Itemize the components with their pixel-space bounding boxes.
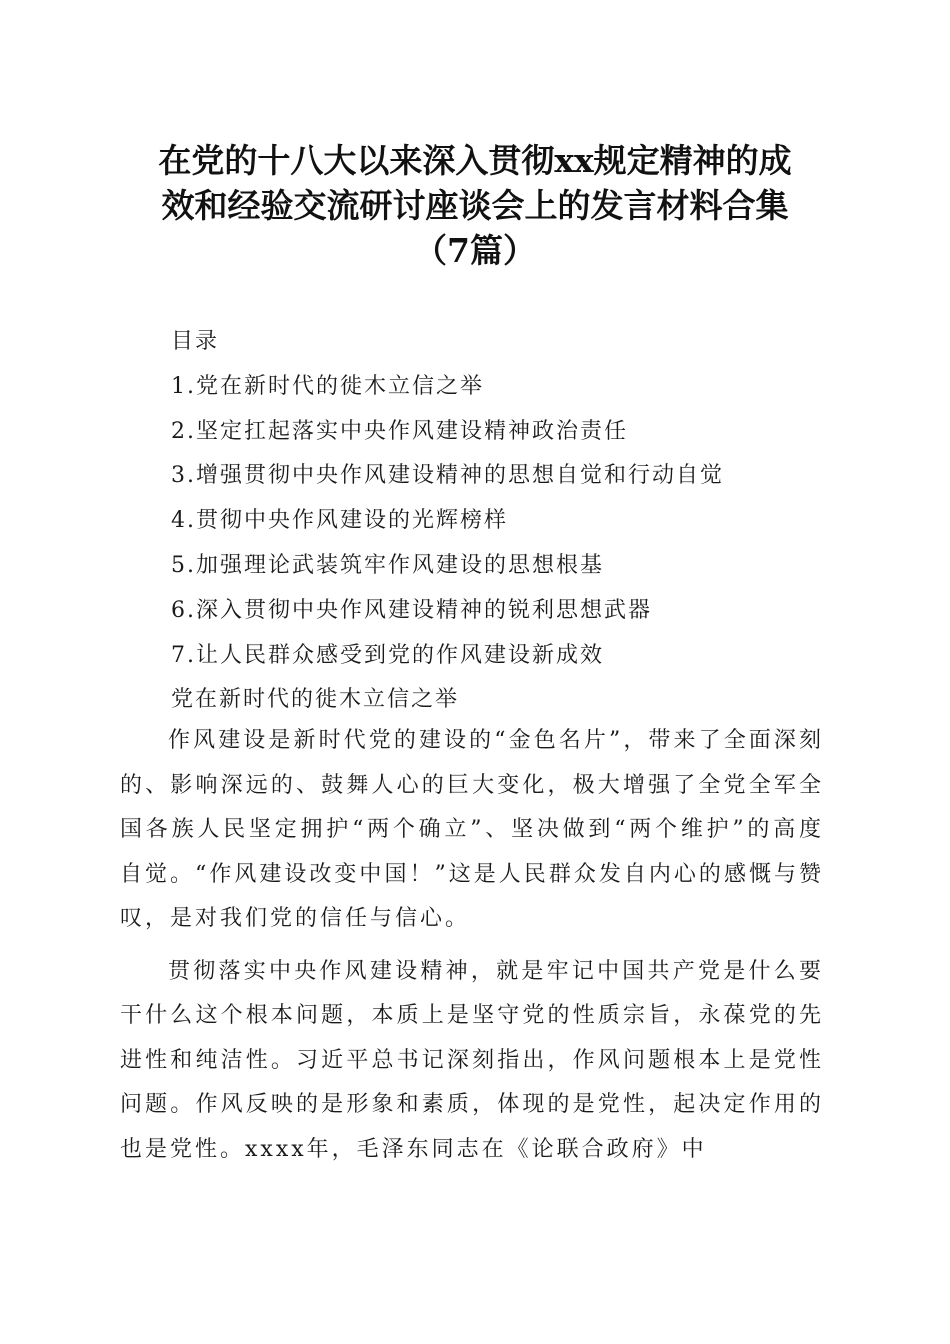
paragraph-2: 贯彻落实中央作风建设精神，就是牢记中国共产党是什么要干什么这个根本问题，本质上是坚守党的性质宗旨，永葆党的先进性和纯洁性。习近平总书记深刻指出，作风问题根本上是党性问题。作风反映的是形象和素质，体现的是党性，起决定作用的也是党性。xxxx年，毛泽东同志在《论联合政府》中 bbox=[120, 958, 824, 1162]
document-title bbox=[100, 138, 850, 273]
toc-item-7: 7.让人民群众感受到党的作风建设新成效 bbox=[171, 642, 604, 668]
title-line-3: （7篇） bbox=[414, 231, 536, 270]
toc-item-3: 3.增强贯彻中央作风建设精神的思想自觉和行动自觉 bbox=[171, 463, 724, 489]
paragraph-1: 作风建设是新时代党的建设的“金色名片”，带来了全面深刻的、影响深远的、鼓舞人心的巨大变化，极大增强了全党全军全国各族人民坚定拥护“两个确立”、坚决做到“两个维护”的高度自觉。“作风建设改变中国！”这是人民群众发自内心的感慨与赞叹，是对我们党的信任与信心。 bbox=[120, 728, 824, 931]
section-heading: 党在新时代的徙木立信之举 bbox=[171, 687, 460, 713]
toc-item-2: 2.坚定扛起落实中央作风建设精神政治责任 bbox=[171, 418, 628, 444]
toc-heading: 目录 bbox=[171, 329, 220, 354]
body-text bbox=[120, 719, 824, 1180]
title-line-1: 在党的十八大以来深入贯彻xx规定精神的成 bbox=[158, 141, 792, 180]
toc-item-1: 1.党在新时代的徙木立信之举 bbox=[171, 373, 484, 399]
title-line-2: 效和经验交流研讨座谈会上的发言材料合集 bbox=[161, 186, 789, 225]
toc-item-4: 4.贯彻中央作风建设的光辉榜样 bbox=[171, 508, 508, 534]
table-of-contents bbox=[171, 320, 851, 723]
toc-item-6: 6.深入贯彻中央作风建设精神的锐利思想武器 bbox=[171, 597, 652, 623]
toc-item-5: 5.加强理论武装筑牢作风建设的思想根基 bbox=[171, 552, 604, 578]
